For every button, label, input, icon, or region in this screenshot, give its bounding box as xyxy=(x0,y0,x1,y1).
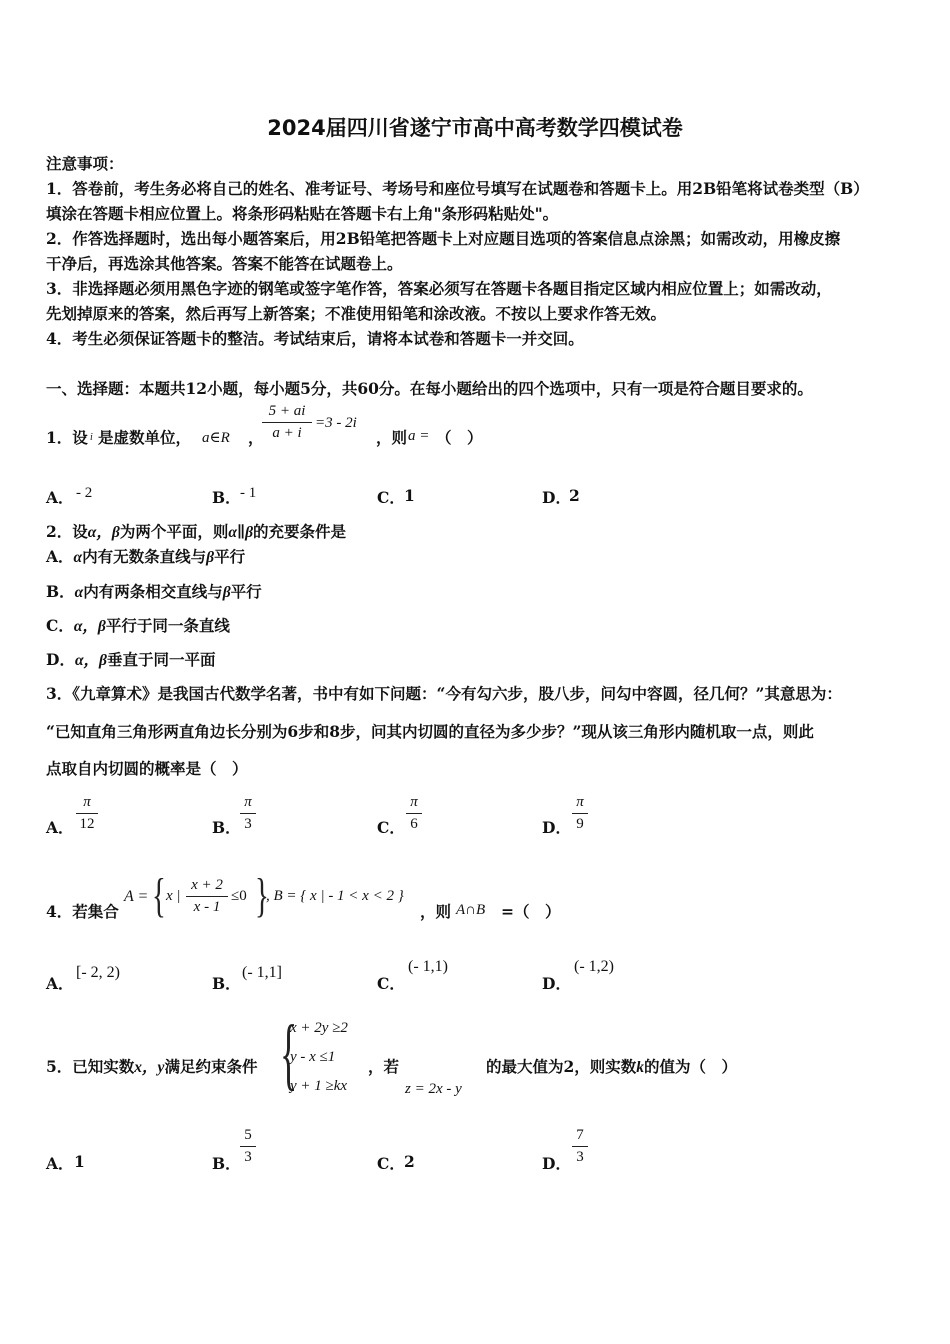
notice-heading: 注意事项： xyxy=(46,154,124,173)
q4-option-d-value: (- 1,2) xyxy=(574,958,614,975)
q2-option-a: A．α内有无数条直线与β平行 xyxy=(46,547,246,566)
q4-left-brace: { xyxy=(152,869,166,922)
q2-stem-b: 为两个平面，则 xyxy=(119,522,229,541)
q1-option-b-label: B． xyxy=(212,488,241,507)
q1-ask: a = xyxy=(408,428,430,444)
q5-option-b-label: B． xyxy=(212,1154,241,1173)
q5-option-a-value: 1 xyxy=(74,1152,85,1171)
q1-condition: a∈R xyxy=(202,430,230,446)
q1-paren: （ ） xyxy=(436,428,483,447)
q1-mid: 是虚数单位， xyxy=(98,428,192,447)
q1-then: ，则 xyxy=(376,428,408,447)
notice-line: 填涂在答题卡相应位置上。将条形码粘贴在答题卡右上角"条形码粘贴处"。 xyxy=(46,204,559,223)
q4-option-a-label: A． xyxy=(46,974,74,993)
q3-option-b-label: B． xyxy=(212,818,241,837)
q4-option-a-value: [- 2, 2) xyxy=(76,964,120,981)
q1-rhs: =3 - 2i xyxy=(315,415,357,431)
q1-option-d-label: D． xyxy=(542,488,571,507)
q4-option-b-label: B． xyxy=(212,974,241,993)
q3-option-c-label: C． xyxy=(377,818,405,837)
q4-option-b-value: (- 1,1] xyxy=(242,964,282,981)
q3-line: 3．《九章算术》是我国古代数学名著，书中有如下问题：“今有勾六步，股八步，问勾中容圆，径几何？”其意思为： xyxy=(46,684,842,703)
q5-option-c-value: 2 xyxy=(404,1152,415,1171)
q1-fraction-denominator: a + i xyxy=(272,425,302,441)
q4-fraction: x + 2 x - 1 xyxy=(186,876,228,917)
q3-line: 点取自内切圆的概率是（ ） xyxy=(46,759,248,778)
q5-stem: 5．已知实数x，y满足约束条件 xyxy=(46,1057,258,1076)
q4-option-c-value: (- 1,1) xyxy=(408,958,448,975)
q5-option-c-label: C． xyxy=(377,1154,405,1173)
q1-option-c-value: 1 xyxy=(404,486,415,505)
q5-variables: x，y xyxy=(134,1059,165,1076)
notice-line: 3．非选择题必须用黑色字迹的钢笔或签字笔作答，答案必须写在答题卡各题目指定区域内相应位置上；如需改动， xyxy=(46,279,832,298)
q5-objective: z = 2x - y xyxy=(405,1081,462,1097)
q5-constraint: y - x ≤1 xyxy=(290,1049,336,1065)
page-title: 2024届四川省遂宁市高中高考数学四模试卷 xyxy=(267,116,683,140)
q3-option-a-fraction: π 12 xyxy=(76,793,98,834)
q2-option-b: B．α内有两条相交直线与β平行 xyxy=(46,582,262,601)
q5-constraint: y + 1 ≥kx xyxy=(290,1078,348,1094)
q4-right-brace: } xyxy=(255,869,269,922)
q4-set-b: , B = { x | - 1 < x < 2 } xyxy=(266,888,404,904)
q5-option-b-fraction: 5 3 xyxy=(240,1126,256,1167)
q4-set-a-var: x | xyxy=(166,888,181,904)
notice-line: 2．作答选择题时，选出每小题答案后，用2B铅笔把答题卡上对应题目选项的答案信息点涂黑；如需改动，用橡皮擦 xyxy=(46,229,841,248)
q2-stem-c: 的充要条件是 xyxy=(253,522,347,541)
q1-option-a-value: - 2 xyxy=(76,485,93,501)
notice-line: 先划掉原来的答案，然后再写上新答案；不准使用铅笔和涂改液。不按以上要求作答无效。 xyxy=(46,304,667,323)
q2-stem-symbols: α，β xyxy=(87,524,120,541)
q3-line: “已知直角三角形两直角边长分别为6步和8步，问其内切圆的直径为多少步？”现从该三角形内随机取一点，则此 xyxy=(46,722,814,741)
q2-stem-a: 2．设 xyxy=(46,522,88,541)
q4-set-a-relation: ≤0 xyxy=(231,888,247,904)
q5-constraint-brace: { xyxy=(280,1010,298,1098)
q3-option-a-label: A． xyxy=(46,818,74,837)
q1-option-d-value: 2 xyxy=(569,486,580,505)
q1-option-a-label: A． xyxy=(46,488,74,507)
q3-option-b-fraction: π 3 xyxy=(240,793,256,834)
q1-option-c-label: C． xyxy=(377,488,405,507)
notice-line: 1．答卷前，考生务必将自己的姓名、准考证号、考场号和座位号填写在试题卷和答题卡上。用2B铅笔将试卷类型（B） xyxy=(46,179,869,198)
q4-prefix: 4．若集合 xyxy=(46,902,119,921)
q4-set-a-lhs: A = xyxy=(124,888,149,905)
q5-if: ，若 xyxy=(368,1057,400,1076)
q4-option-c-label: C． xyxy=(377,974,405,993)
q2-stem xyxy=(46,520,346,542)
q1-fraction xyxy=(262,402,312,443)
notice-line: 4．考生必须保证答题卡的整洁。考试结束后，请将本试卷和答题卡一并交回。 xyxy=(46,329,584,348)
q3-option-c-fraction: π 6 xyxy=(406,793,422,834)
q3-option-d-label: D． xyxy=(542,818,571,837)
section-heading: 一、选择题：本题共12小题，每小题5分，共60分。在每小题给出的四个选项中，只有一项是符合题目要求的。 xyxy=(46,379,813,398)
q5-option-d-fraction: 7 3 xyxy=(572,1126,588,1167)
q5-option-a-label: A． xyxy=(46,1154,74,1173)
q5-constraint: x + 2y ≥2 xyxy=(290,1020,348,1036)
q2-stem-relation: α∥β xyxy=(228,524,254,541)
q4-option-d-label: D． xyxy=(542,974,571,993)
q1-prefix: 1．设 xyxy=(46,428,88,447)
q2-option-d: D．α，β垂直于同一平面 xyxy=(46,650,216,669)
q4-paren: =（ ） xyxy=(501,902,561,921)
q5-option-d-label: D． xyxy=(542,1154,571,1173)
q4-ask: A∩B xyxy=(456,902,486,918)
q1-i-symbol: i xyxy=(90,432,93,443)
q3-option-d-fraction: π 9 xyxy=(572,793,588,834)
q1-option-b-value: - 1 xyxy=(240,485,257,501)
q1-comma: ， xyxy=(248,428,264,447)
notice-line: 干净后，再选涂其他答案。答案不能答在试题卷上。 xyxy=(46,254,403,273)
q1-fraction-numerator: 5 + ai xyxy=(268,403,306,419)
q4-then: ，则 xyxy=(420,902,452,921)
q5-tail: 的最大值为2，则实数k的值为（ ） xyxy=(486,1057,738,1076)
q2-option-c: C．α，β平行于同一条直线 xyxy=(46,616,230,635)
